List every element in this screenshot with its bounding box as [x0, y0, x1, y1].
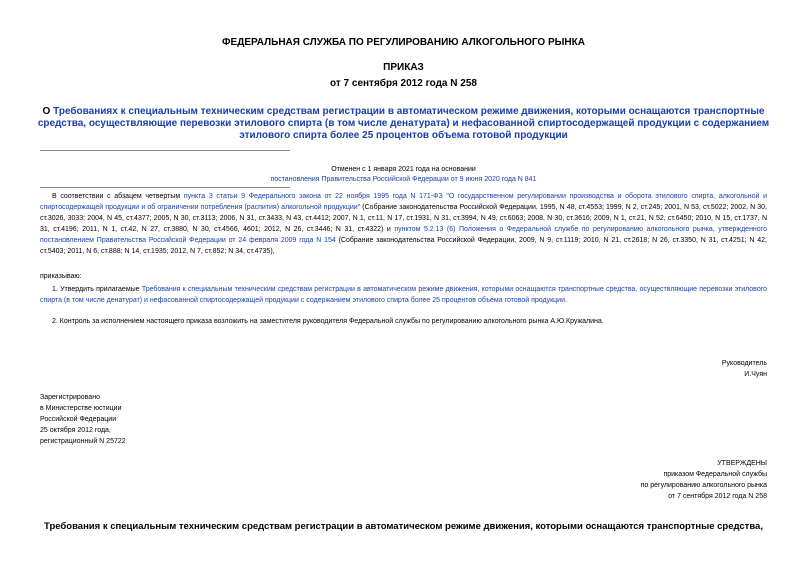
regulation-154-link[interactable]: пунктом 5.2.13 (6) Положения о Федеральной службе по регулированию алкогольного рынка, утвержденного постановлением Правительства Российской Федерации от 24 февраля 2009 года N 154 — [40, 226, 767, 244]
approval-line: приказом Федеральной службы — [663, 471, 767, 478]
cancellation-note — [40, 165, 767, 185]
law-171fz-link[interactable]: пункта 3 статьи 9 Федерального закона от 22 ноября 1995 года N 171-ФЗ "О государственном регулировании производства и оборота этилового спирта, алкогольной и спиртосодержащей продукции и об ограничении потребления (распития) алкогольной продукции" — [40, 193, 768, 211]
title-prefix: О — [42, 106, 54, 117]
registration-date: 25 октября 2012 года, — [40, 427, 111, 434]
cancellation-text: Отменен с 1 января 2021 года на основании — [331, 166, 476, 173]
signatory-name: И.Чуян — [744, 371, 767, 378]
title-link[interactable]: Требованиях к специальным техническим средствам регистрации в автоматическом режиме движения, которыми оснащаются транспортные средства, осуществляющие перевозки этилового спирта (в том числе денатурата) и нефасованной спиртосодержащей продукции с содержанием этилового спирта более 25 процентов объема готовой продукции — [37, 106, 770, 141]
clause-1 — [40, 284, 767, 306]
divider-bottom — [40, 187, 290, 188]
document-date-number: от 7 сентября 2012 года N 258 — [330, 78, 477, 89]
registration-line: Зарегистрировано — [40, 394, 100, 401]
approval-block — [641, 458, 767, 502]
order-word: приказываю: — [40, 273, 82, 280]
clause-1-text: 1. Утвердить прилагаемые — [52, 286, 142, 293]
clause-2: 2. Контроль за исполнением настоящего приказа возложить на заместителя руководителя Федеральной службы по регулированию алкогольного рынка А.Ю.Кружалина. — [52, 318, 604, 325]
preamble-text-2: (Собрание законодательства Российской Федерации, 1995, N 48, ст.4553; 1999, N 2, ст.245; 2001, N 53, ст.5022; 2002, N 30, ст.3026, 3033; 2004, N 45, ст.4377; 2005, N 30, ст.3113; 2006, N 31, ст.3433, N 43, ст.4412; 2007, N 1, ст.11, N 17, ст.1931, N 31, ст.3994, N 49, ст.6063; 2008, N 30, ст.3616; 2009, N 1, ст.21, N 52, ст.6450; 2010, N 15, ст.1737, N 31, ст.4196; 2011, N 1, ст.42, N 27, ст.3880, N 30, ст.4566, 4601; 2012, N 26, ст.3446; N 31, ст.4322) и — [40, 204, 767, 233]
requirements-link[interactable]: Требования к специальным техническим средствам регистрации в автоматическом режиме движения, которыми оснащаются транспортные средства, осуществляющие перевозки этилового спирта (в том числе денатурат) и нефасованной спиртосодержащей продукции с содержанием этилового спирта более 25 процентов объема готовой продукции — [40, 286, 768, 304]
registration-number: регистрационный N 25722 — [40, 438, 126, 445]
signature-block — [722, 358, 767, 380]
requirements-title: Требования к специальным техническим средствам регистрации в автоматическом режиме движения, которыми оснащаются транспортные средства, — [44, 521, 763, 532]
document-title — [24, 106, 783, 142]
approval-date: от 7 сентября 2012 года N 258 — [668, 493, 767, 500]
approval-heading: УТВЕРЖДЕНЫ — [717, 460, 767, 467]
preamble-paragraph — [40, 191, 767, 257]
registration-line: Российской Федерации — [40, 416, 117, 423]
organization-heading: ФЕДЕРАЛЬНАЯ СЛУЖБА ПО РЕГУЛИРОВАНИЮ АЛКОГОЛЬНОГО РЫНКА — [222, 37, 585, 48]
clause-1-end: . — [565, 297, 567, 304]
document-type-heading: ПРИКАЗ — [383, 62, 424, 73]
approval-line: по регулированию алкогольного рынка — [640, 482, 767, 489]
divider-top — [40, 150, 290, 151]
preamble-text-3: (Собрание законодательства Российской Федерации, 2009, N 9, ст.1119; 2010, N 21, ст.2618; N 26, ст.3350, N 31, ст.4251; N 42, ст.5403; 2011, N 6, ст.888; N 14, ст.1935; 2012, N 7, ст.852; N 34, ст.4735), — [40, 237, 767, 255]
registration-block — [40, 392, 126, 447]
cancellation-link[interactable]: постановления Правительства Российской Федерации от 9 июня 2020 года N 841 — [270, 176, 537, 183]
registration-line: в Министерстве юстиции — [40, 405, 122, 412]
preamble-text-1: В соответствии с абзацем четвертым — [52, 193, 184, 200]
signatory-position: Руководитель — [721, 360, 767, 367]
